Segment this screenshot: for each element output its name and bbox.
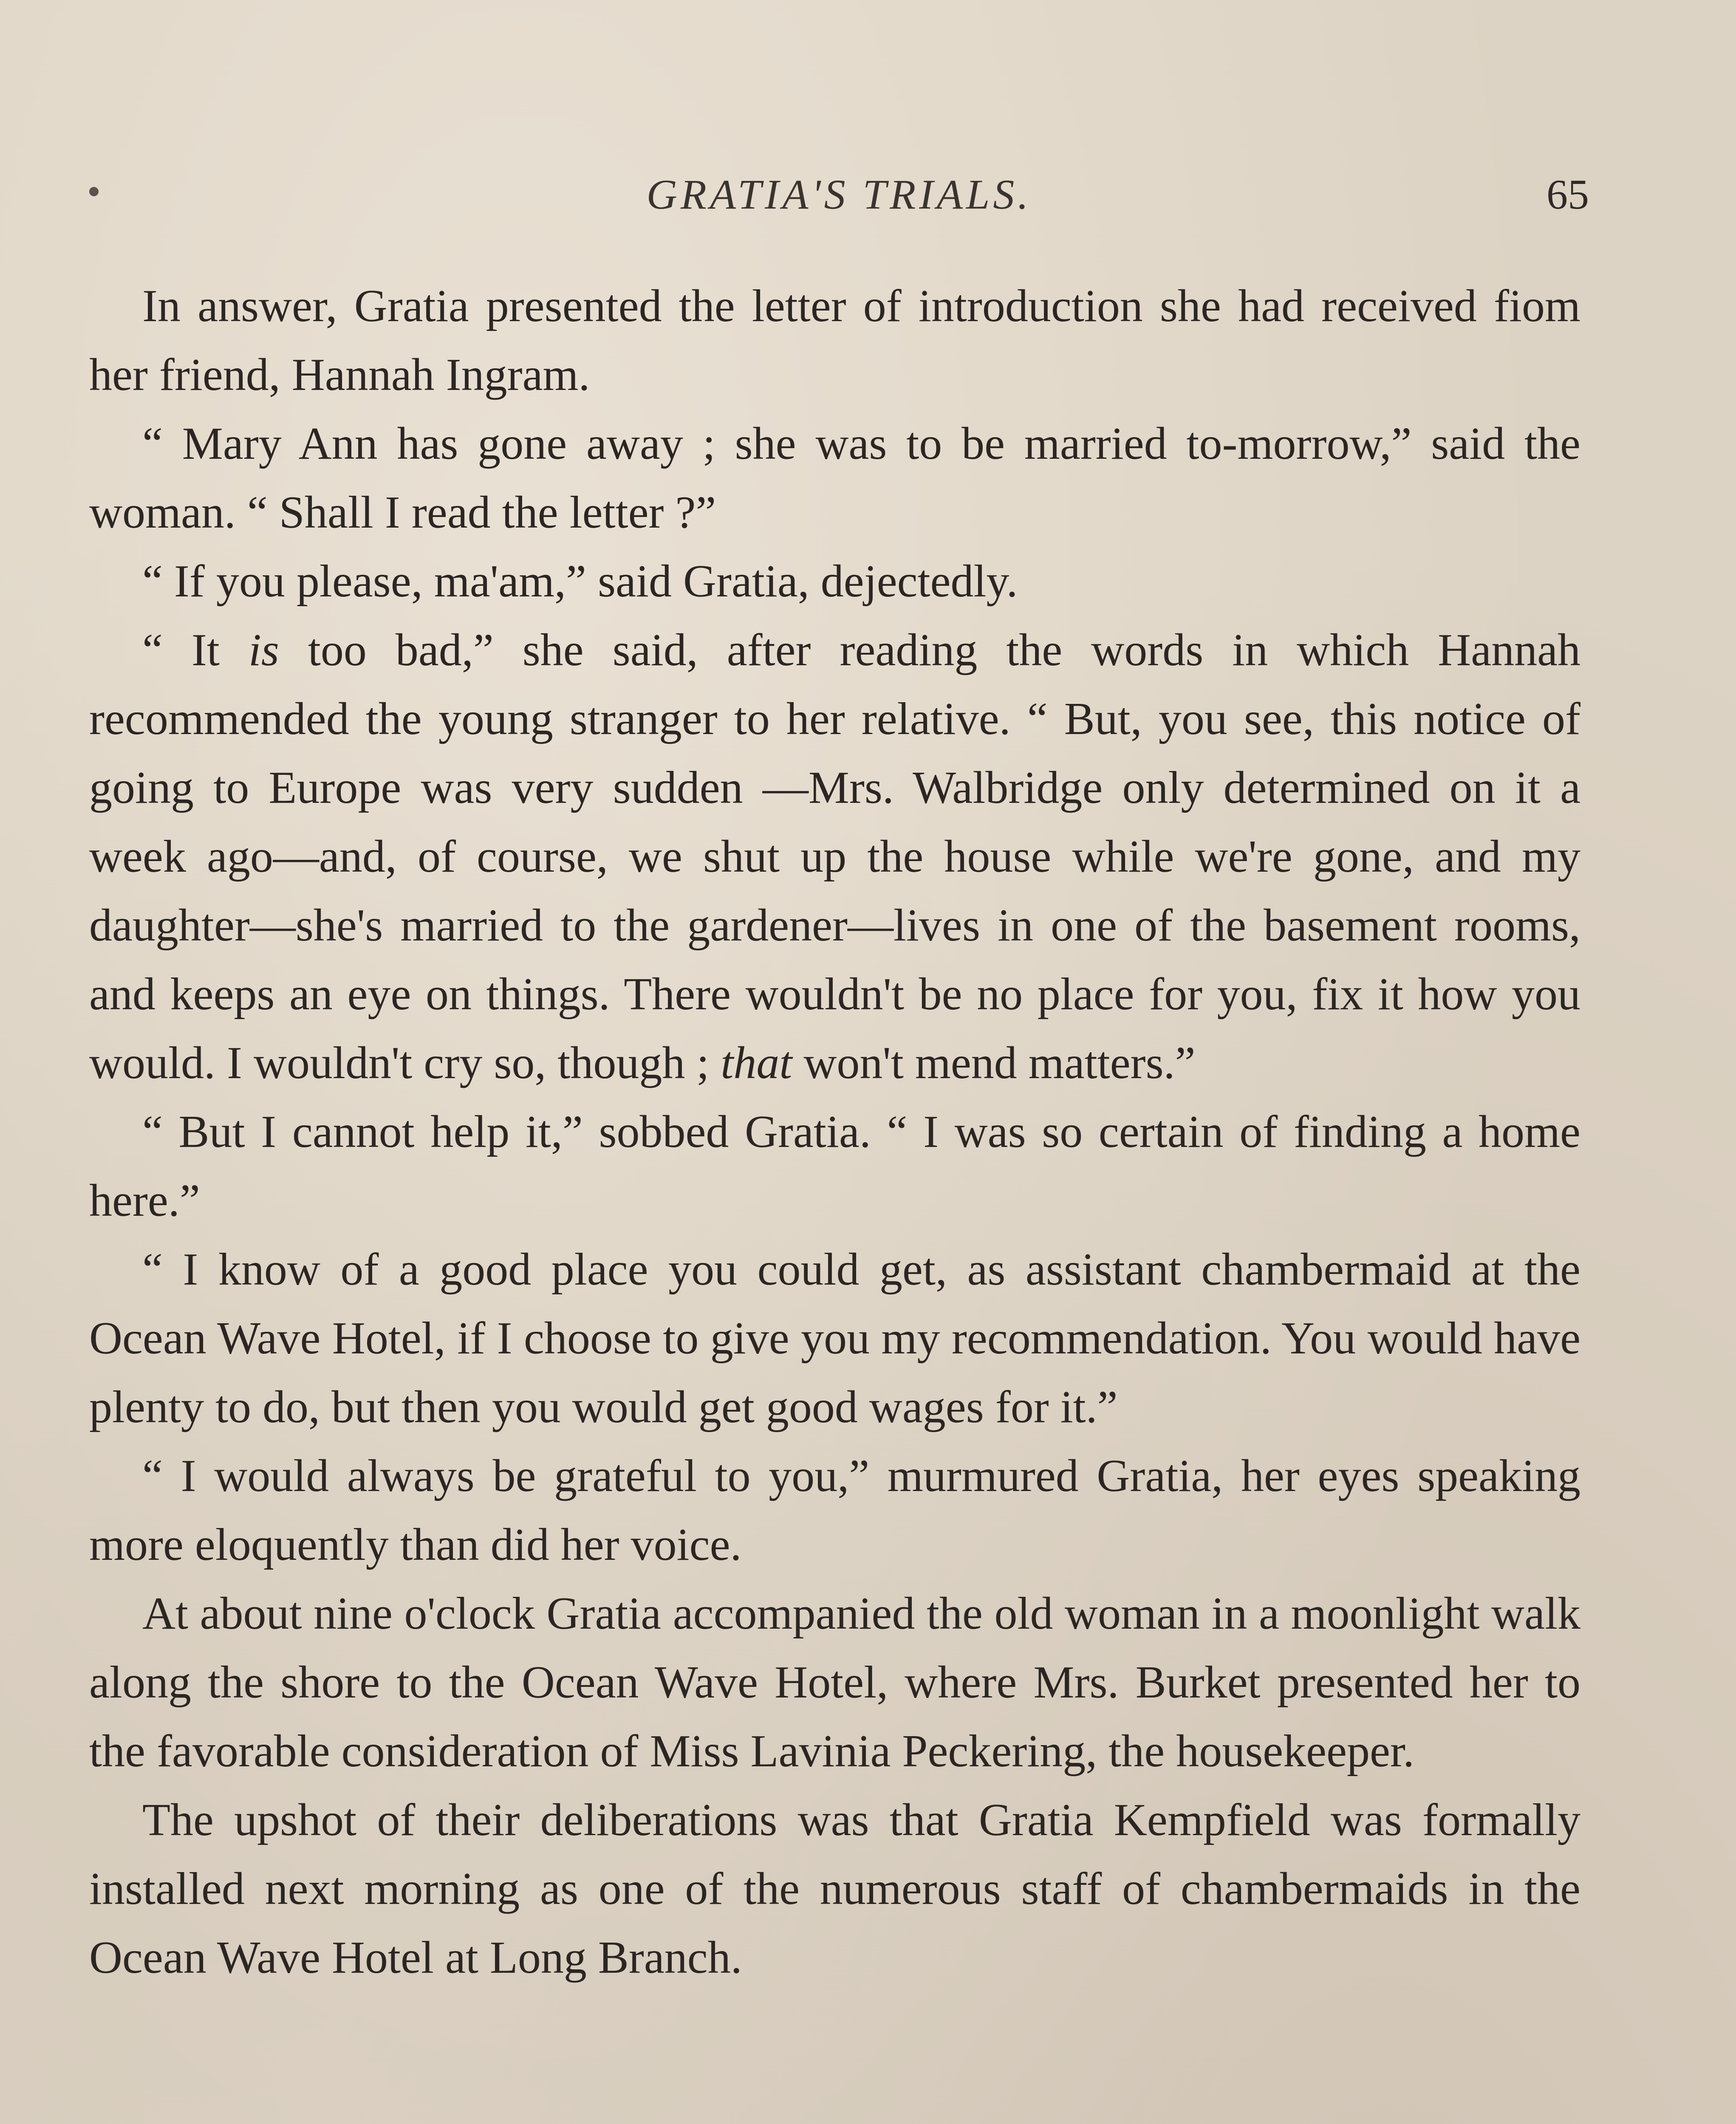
- italic-emphasis: is: [248, 625, 279, 675]
- page-header: [89, 161, 1589, 229]
- paragraph-text: too bad,” she said, after reading the words in which Hannah recommended the young stranger to her relative. “ But, you see, this notice of going to Europe was very sudden —Mrs. Walbridge only determined on it a week ago—and, of course, we shut up the house while we're gone, and my daughter—she's married to the gardener—lives in one of the basement rooms, and keeps an eye on things. There wouldn't be no place for you, fix it how you would. I wouldn't cry so, though ;: [89, 625, 1581, 1088]
- paragraph: [89, 616, 1580, 1098]
- paragraph: In answer, Gratia presented the letter of introduction she had received fiom her friend, Hannah Ingram.: [89, 281, 1580, 400]
- paragraph-text: won't mend matters.”: [792, 1038, 1196, 1088]
- paragraph-text: “ It: [142, 625, 249, 675]
- italic-emphasis: that: [721, 1038, 792, 1088]
- paragraph: “ I know of a good place you could get, as assistant chambermaid at the Ocean Wave Hotel, if I choose to give you my recommendation. You would have plenty to do, but then you would get good wages for it.”: [89, 1244, 1580, 1432]
- page-number: 65: [1547, 171, 1589, 218]
- paragraph: “ But I cannot help it,” sobbed Gratia. “ I was so certain of finding a home here.”: [89, 1107, 1580, 1226]
- paragraph: At about nine o'clock Gratia accompanied the old woman in a moonlight walk along the shore to the Ocean Wave Hotel, where Mrs. Burket presented her to the favorable consideration of Miss Lavinia Peckering, the housekeeper.: [89, 1588, 1580, 1777]
- body-text: [89, 272, 1580, 1992]
- running-title: GRATIA'S TRIALS.: [646, 171, 1032, 218]
- paragraph: The upshot of their deliberations was that Gratia Kempfield was formally installed next morning as one of the numerous staff of chambermaids in the Ocean Wave Hotel at Long Branch.: [89, 1795, 1580, 1983]
- paragraph: “ I would always be grateful to you,” murmured Gratia, her eyes speaking more eloquently than did her voice.: [89, 1451, 1580, 1570]
- paragraph: “ Mary Ann has gone away ; she was to be married to-morrow,” said the woman. “ Shall I read the letter ?”: [89, 418, 1580, 538]
- paragraph: “ If you please, ma'am,” said Gratia, dejectedly.: [142, 556, 1018, 607]
